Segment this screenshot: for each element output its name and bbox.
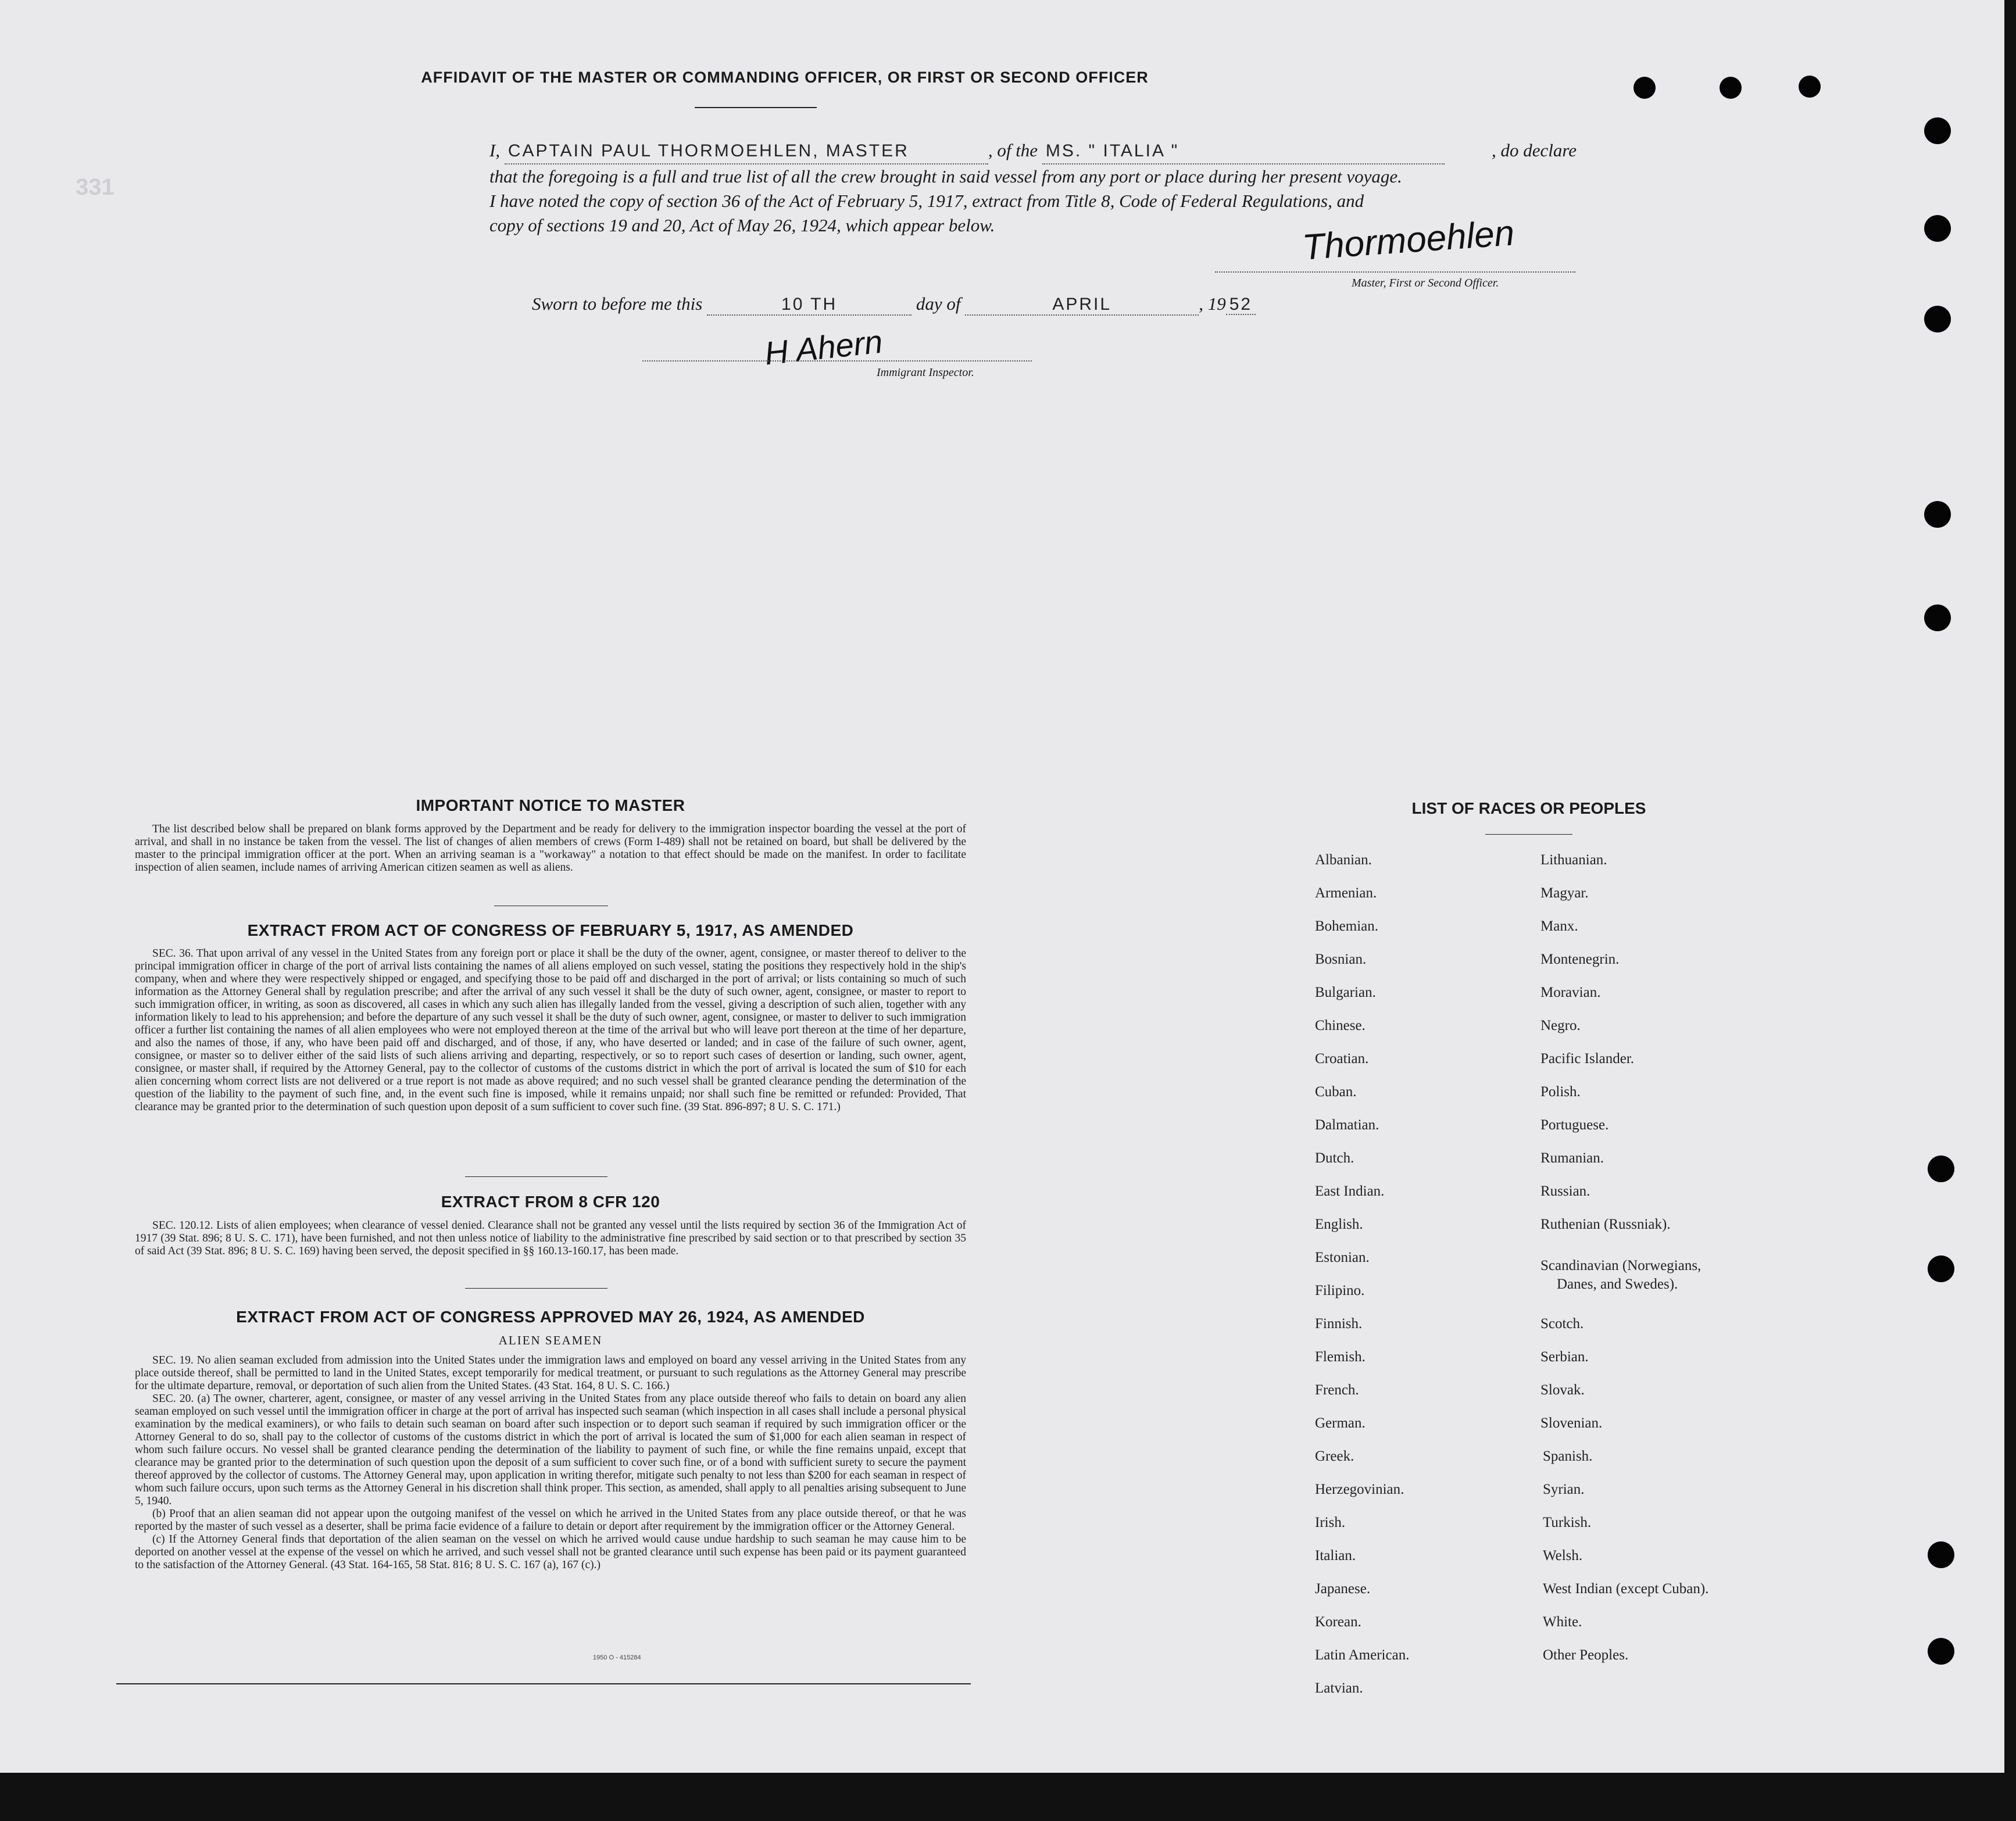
race-item: Magyar. <box>1540 885 1589 901</box>
of-the-label: , of the <box>988 140 1038 160</box>
race-item: English. <box>1315 1217 1363 1232</box>
race-item: Greek. <box>1315 1448 1354 1464</box>
race-item: Filipino. <box>1315 1283 1365 1298</box>
race-item: Japanese. <box>1315 1581 1371 1597</box>
extract-1924-text <box>135 1354 966 1572</box>
race-item: Cuban. <box>1315 1084 1357 1100</box>
declaration-line-2: that the foregoing is a full and true list of all the crew brought in said vessel from any port or place during her present voyage. <box>489 166 1402 187</box>
bottom-rule <box>116 1683 971 1684</box>
inspector-label: Immigrant Inspector. <box>877 366 974 379</box>
notice-paragraph: The list described below shall be prepared on blank forms approved by the Department and be ready for delivery to the immigration inspector boarding the vessel at the port of arrival, and shall in no instance be taken from the vessel. The list of changes of alien members of crews (Form I-489) shall not be retained on board, but shall be delivered by the master to the principal immigration officer at the port. When an arriving seaman is a "workaway" a notation to that effect should be made on the manifest. In order to facilitate inspection of alien seamen, include names of arriving American citizen seamen as well as aliens. <box>135 823 966 874</box>
extract-cfr-paragraph: SEC. 120.12. Lists of alien employees; when clearance of vessel denied. Clearance shall not be granted any vessel until the lists required by section 36 of the Immigration Act of 1917 (39 Stat. 896; 8 U. S. C. 171), have been furnished, and not then unless notice of liability to the administrative fine prescribed by said section or to that prescribed by section 35 of said Act (39 Stat. 896; 8 U. S. C. 169) having been served, the deposit specified in §§ 160.13-160.17, has been made. <box>135 1219 966 1257</box>
race-item: Bohemian. <box>1315 918 1379 934</box>
signature-label: Master, First or Second Officer. <box>1352 277 1499 289</box>
race-item: Negro. <box>1540 1018 1581 1033</box>
punch-hole <box>1720 77 1742 99</box>
race-item: Finnish. <box>1315 1316 1363 1332</box>
punch-hole <box>1924 604 1951 631</box>
declaration-line-4: copy of sections 19 and 20, Act of May 26, 1924, which appear below. <box>489 215 995 235</box>
print-code: 1950 O - 415284 <box>593 1654 641 1661</box>
declaration-line-1 <box>489 138 1577 164</box>
race-item: White. <box>1543 1614 1582 1630</box>
alien-seamen-subtitle: ALIEN SEAMEN <box>498 1333 603 1347</box>
race-item: Lithuanian. <box>1540 852 1607 868</box>
extract-1917-paragraph: SEC. 36. That upon arrival of any vessel in the United States from any foreign port or place it shall be the duty of the owner, agent, consignee, or master thereof to deliver to the principal immigration officer in charge of the port of arrival lists containing the names of all aliens employed on such vessel, stating the positions they respectively hold in the ship's company, when and where they were respectively shipped or engaged, and specifying those to be paid off and discharged in the port of arrival; or lists containing so much of such information as the Attorney General shall by regulation prescribe; and after the arrival of any such vessel it shall be the duty of such owner, agent, consignee, or master to report to such immigration officer, in writing, as soon as discovered, all cases in which any such alien has illegally landed from the vessel, giving a description of such alien, together with any information likely to lead to his apprehension; and before the departure of any such vessel it shall be the duty of such owner, agent, consignee, or master to deliver to such immigration officer a further list containing the names of all alien employees who were not employed thereon at the time of the arrival but who will leave port thereon at the time of her departure, and also the names of those, if any, who have been paid off and discharged, and of those, if any, who have deserted or landed; and in case of the failure of such owner, agent, consignee, or master so to deliver either of the said lists of such aliens arriving and departing, respectively, or so to report such cases of desertion or landing, such owner, agent, consignee, or master shall, if required by the Attorney General, pay to the collector of customs of the customs district in which the port of arrival is located the sum of $10 for each alien concerning whom correct lists are not delivered or a true report is not made as above required; and no such vessel shall be granted clearance pending the determination of the question of the liability to the payment of such fine, and, in the event such fine is imposed, while it remains unpaid; nor shall such fine be remitted or refunded: Provided, That clearance may be granted prior to the determination of such question upon deposit of a sum sufficient to cover such fine. (39 Stat. 896-897; 8 U. S. C. 171.) <box>135 947 966 1113</box>
race-item: Slovak. <box>1540 1382 1585 1398</box>
do-declare-label: , do declare <box>1491 140 1577 160</box>
race-item: Flemish. <box>1315 1349 1366 1365</box>
declaration-prefix: I, <box>489 140 501 160</box>
race-item: Korean. <box>1315 1614 1361 1630</box>
day-of-label: day of <box>916 294 961 314</box>
race-item: Croatian. <box>1315 1051 1369 1067</box>
race-item: Bulgarian. <box>1315 985 1376 1000</box>
race-item: Turkish. <box>1543 1515 1592 1530</box>
race-item: East Indian. <box>1315 1183 1385 1199</box>
race-item: Latvian. <box>1315 1680 1363 1696</box>
race-item: Scandinavian (Norwegians, <box>1540 1258 1702 1273</box>
inspector-line <box>642 360 1032 362</box>
race-item: Chinese. <box>1315 1018 1366 1033</box>
race-item: French. <box>1315 1382 1359 1398</box>
punch-hole <box>1924 117 1951 144</box>
punch-hole <box>1928 1638 1954 1665</box>
race-item: Dutch. <box>1315 1150 1354 1166</box>
signature-line <box>1215 271 1575 273</box>
race-item: Danes, and Swedes). <box>1557 1276 1678 1292</box>
punch-hole <box>1928 1255 1954 1282</box>
master-name-field: CAPTAIN PAUL THORMOEHLEN, MASTER <box>505 139 988 164</box>
race-item: Slovenian. <box>1540 1415 1603 1431</box>
affidavit-title: AFFIDAVIT OF THE MASTER OR COMMANDING OFFICER, OR FIRST OR SECOND OFFICER <box>421 69 1149 86</box>
notice-title: IMPORTANT NOTICE TO MASTER <box>416 796 685 814</box>
race-item: Bosnian. <box>1315 951 1367 967</box>
faded-page-number: 331 <box>76 174 115 200</box>
race-item: Russian. <box>1540 1183 1590 1199</box>
race-item: Latin American. <box>1315 1647 1410 1663</box>
race-item: Moravian. <box>1540 985 1601 1000</box>
year-prefix: , 19 <box>1199 294 1226 314</box>
race-item: Estonian. <box>1315 1250 1370 1265</box>
title-divider <box>695 107 817 108</box>
section-divider <box>465 1176 607 1177</box>
punch-hole <box>1924 306 1951 332</box>
sec-20c-paragraph: (c) If the Attorney General finds that deportation of the alien seaman on the vessel on which he arrived would cause undue hardship to such seaman he may cause him to be deported on another vessel at the expense of the vessel on which he arrived, and such vessel shall not be granted clearance until such expense has been paid or its payment guaranteed to the satisfaction of the Attorney General. (43 Stat. 164-165, 58 Stat. 816; 8 U. S. C. 167 (a), 167 (c).) <box>135 1533 966 1571</box>
race-item: Herzegovinian. <box>1315 1482 1404 1497</box>
vessel-name-field: MS. " ITALIA " <box>1042 139 1445 164</box>
sec-19-paragraph: SEC. 19. No alien seaman excluded from admission into the United States under the immigration laws and employed on board any vessel arriving in the United States from any place outside thereof, shall be permitted to land in the United States, except temporarily for medical treatment, or pursuant to such regulations as the Attorney General may prescribe for the ultimate departure, removal, or deportation of such alien from the United States. (43 Stat. 164, 8 U. S. C. 166.) <box>135 1354 966 1392</box>
race-item: Manx. <box>1540 918 1578 934</box>
race-item: West Indian (except Cuban). <box>1543 1581 1709 1597</box>
race-item: Montenegrin. <box>1540 951 1620 967</box>
race-item: Spanish. <box>1543 1448 1593 1464</box>
sworn-day-field: 10 TH <box>707 295 912 316</box>
race-item: Ruthenian (Russniak). <box>1540 1217 1671 1232</box>
extract-cfr-text <box>135 1219 966 1258</box>
sworn-prefix: Sworn to before me this <box>532 294 703 314</box>
race-item: Albanian. <box>1315 852 1372 868</box>
extract-cfr-title: EXTRACT FROM 8 CFR 120 <box>441 1193 660 1211</box>
punch-hole <box>1928 1541 1954 1568</box>
race-item: Other Peoples. <box>1543 1647 1629 1663</box>
declaration-line-3: I have noted the copy of section 36 of the Act of February 5, 1917, extract from Title 8, Code of Federal Regulations, and <box>489 191 1364 211</box>
sworn-line <box>532 294 1256 316</box>
race-item: Scotch. <box>1540 1316 1584 1332</box>
race-item: Italian. <box>1315 1548 1356 1564</box>
inspector-signature: H Ahern <box>763 323 885 372</box>
punch-hole <box>1928 1155 1954 1182</box>
notice-text <box>135 823 966 874</box>
extract-1917-text <box>135 947 966 1114</box>
race-item: Dalmatian. <box>1315 1117 1379 1133</box>
race-item: Pacific Islander. <box>1540 1051 1635 1067</box>
sec-20b-paragraph: (b) Proof that an alien seaman did not appear upon the outgoing manifest of the vessel on which he arrived in the United States from any place outside thereof, or that he was reported by the master of such vessel as a deserter, shall be prima facie evidence of a failure to detain or deport after requirement by the immigration officer or the Attorney General. <box>135 1508 966 1533</box>
race-item: German. <box>1315 1415 1366 1431</box>
race-item: Polish. <box>1540 1084 1581 1100</box>
section-divider <box>465 1288 607 1289</box>
punch-hole <box>1924 215 1951 242</box>
punch-hole <box>1924 501 1951 528</box>
race-item: Rumanian. <box>1540 1150 1604 1166</box>
extract-1917-title: EXTRACT FROM ACT OF CONGRESS OF FEBRUARY 5, 1917, AS AMENDED <box>247 921 854 939</box>
sworn-month-field: APRIL <box>965 295 1199 316</box>
punch-hole <box>1633 77 1656 99</box>
sworn-year-field: 52 <box>1226 295 1256 315</box>
race-item: Syrian. <box>1543 1482 1585 1497</box>
races-title: LIST OF RACES OR PEOPLES <box>1411 799 1646 817</box>
sec-20a-paragraph: SEC. 20. (a) The owner, charterer, agent, consignee, or master of any vessel arriving in the United States from any place outside thereof who fails to detain on board any alien seaman employed on such vessel until the immigration officer in charge at the port of arrival has inspected such seaman (which inspection in all cases shall include a personal physical examination by the medical examiners), or who fails to detain such seaman on board after such inspection or to deport such seaman if required by such immigration officer or the Attorney General to do so, shall pay to the collector of customs of the customs district in which the port of arrival is located the sum of $1,000 for each alien seaman in respect of whom such failure occurs. No vessel shall be granted clearance pending the determination of the liability to payment of such fine, or while the fine remains unpaid, except that clearance may be granted prior to the determination of such question upon the deposit of a sum sufficient to cover such fine, or of a bond with sufficient surety to secure the payment thereof approved by the collector of customs. The Attorney General may, upon application in writing therefor, mitigate such penalty to not less than $200 for each seaman in respect of whom such failure occurs, upon such terms as the Attorney General in his discretion shall think proper. This section, as amended, shall apply to all penalties arising subsequent to June 5, 1940. <box>135 1393 966 1507</box>
race-item: Armenian. <box>1315 885 1377 901</box>
race-item: Welsh. <box>1543 1548 1583 1564</box>
race-item: Portuguese. <box>1540 1117 1609 1133</box>
race-item: Irish. <box>1315 1515 1346 1530</box>
punch-hole <box>1799 76 1821 98</box>
extract-1924-title: EXTRACT FROM ACT OF CONGRESS APPROVED MAY 26, 1924, AS AMENDED <box>236 1308 865 1326</box>
races-divider <box>1485 834 1572 835</box>
master-signature: Thormoehlen <box>1301 213 1516 268</box>
race-item: Serbian. <box>1540 1349 1589 1365</box>
